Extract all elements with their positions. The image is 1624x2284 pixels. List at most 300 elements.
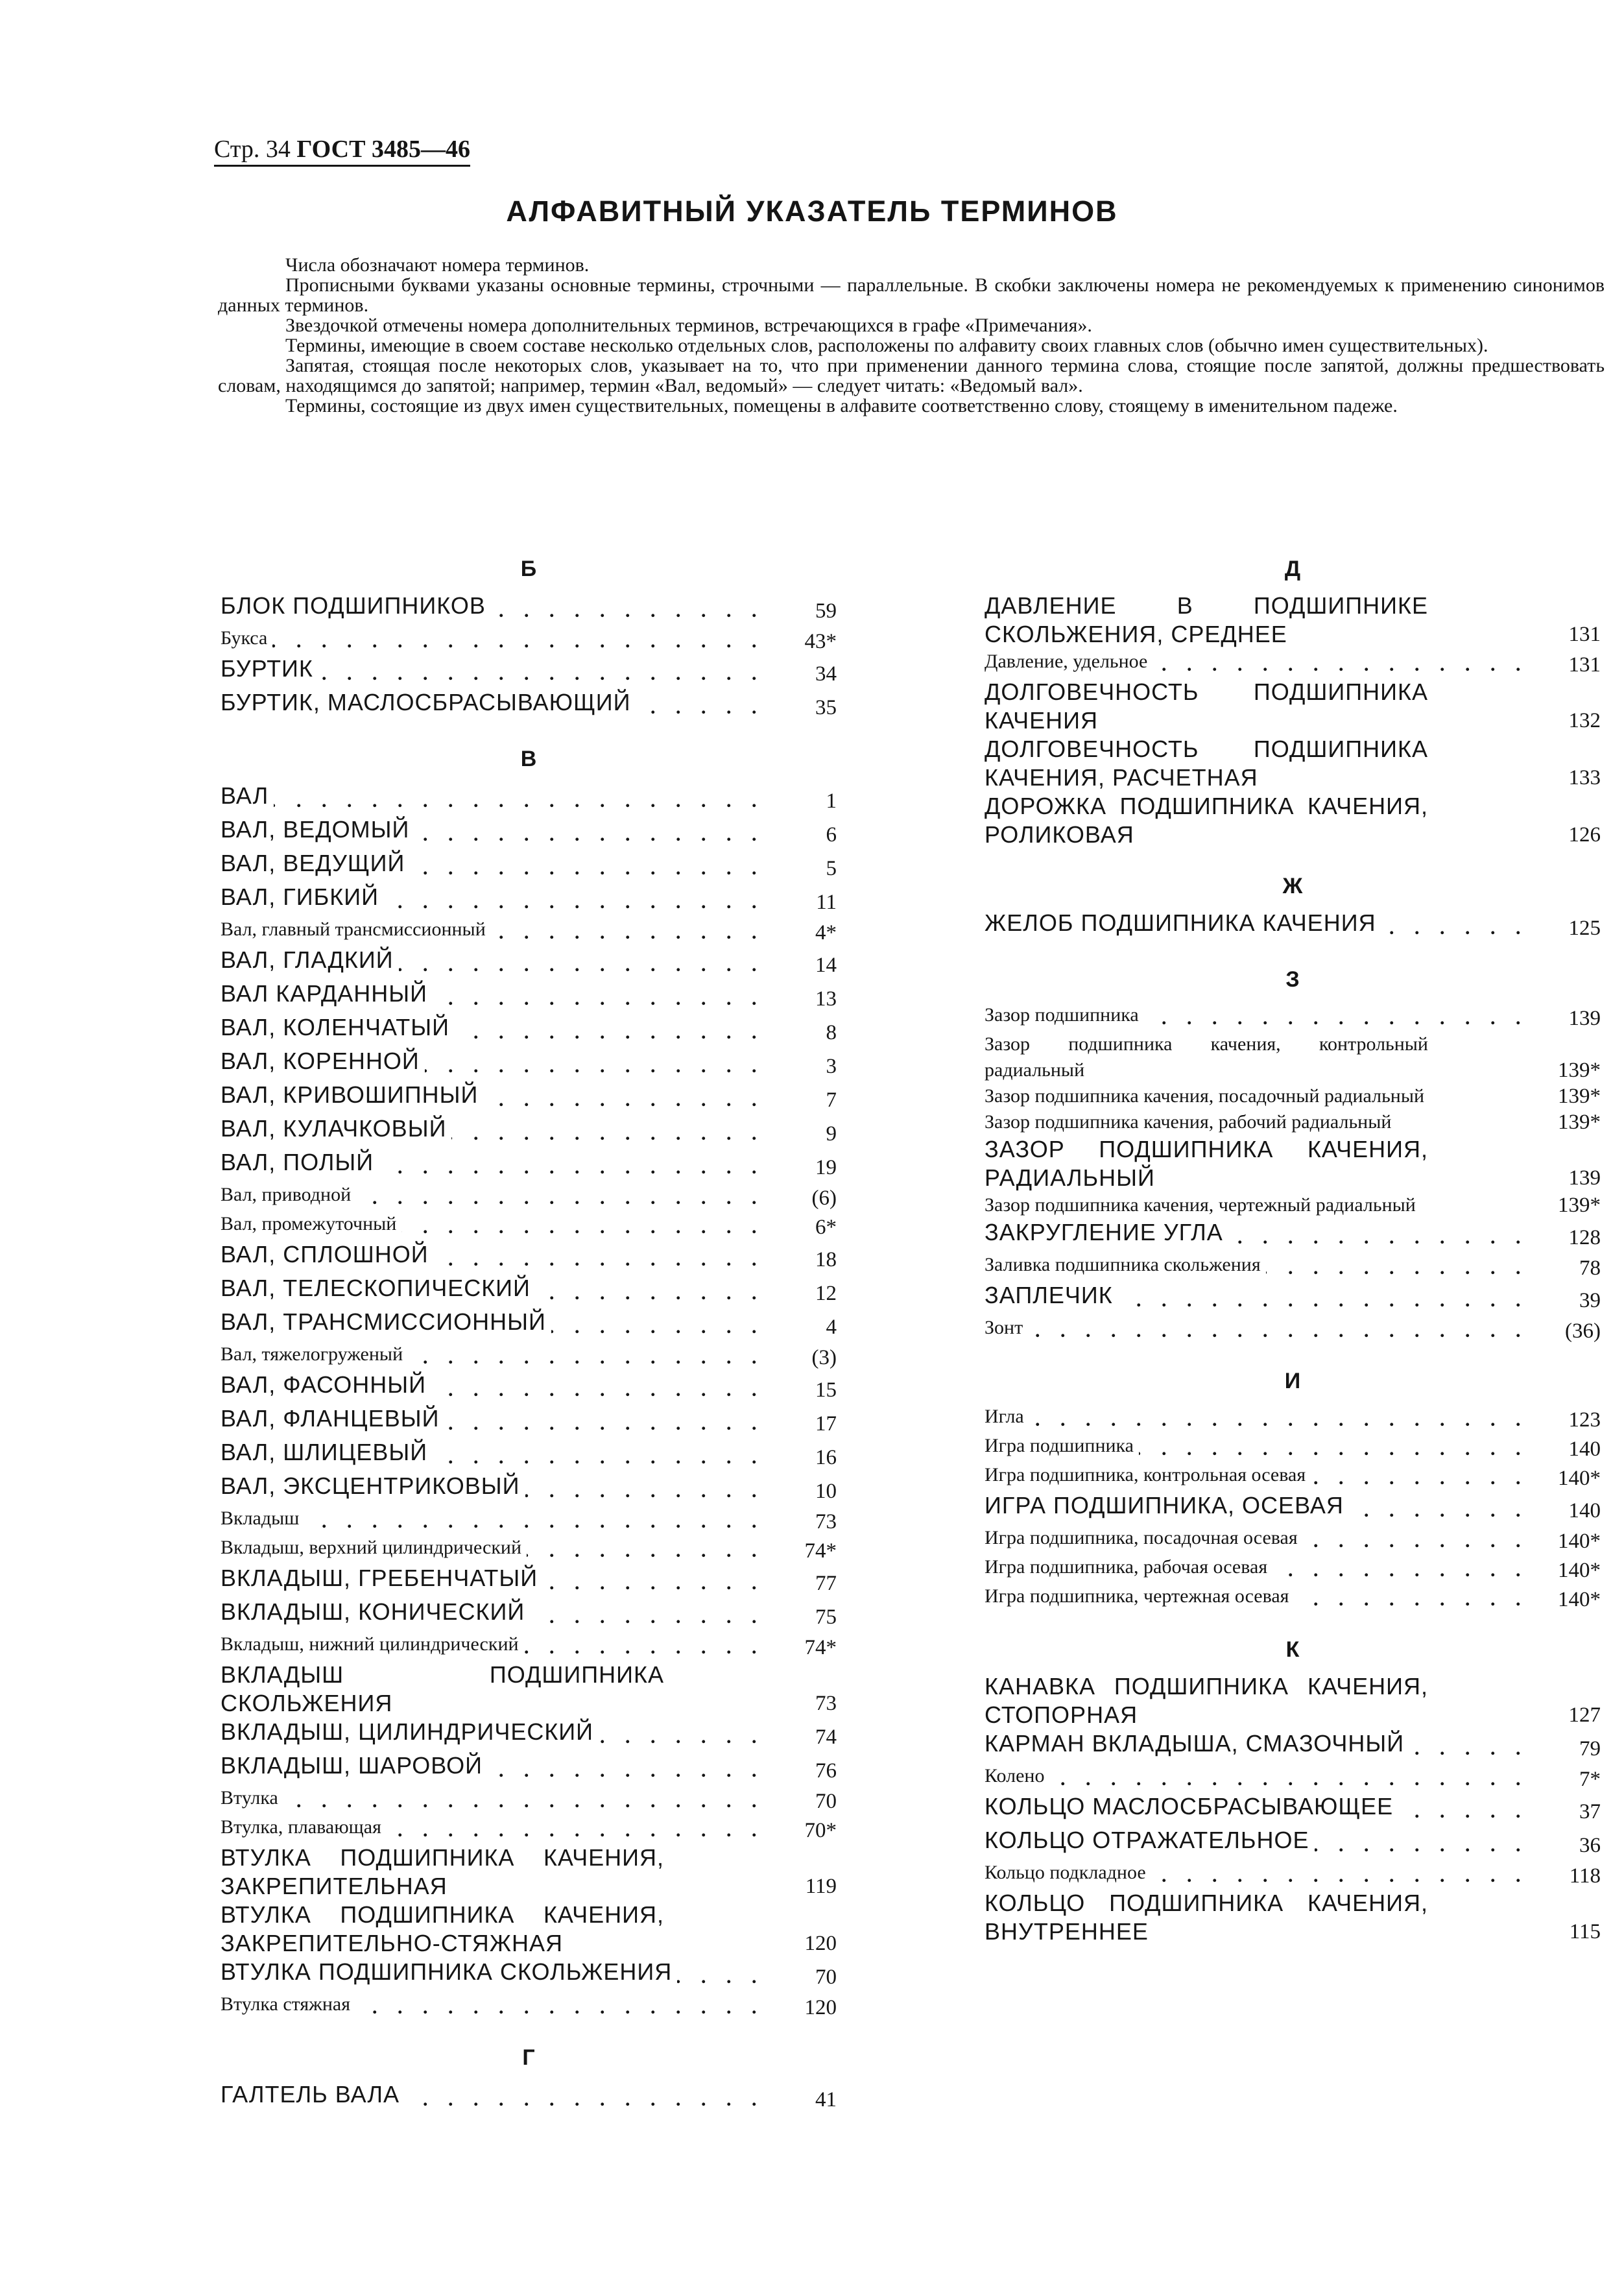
intro-text [218,255,1605,416]
entry-number: 7 [826,1088,837,1112]
entry-term: ВКЛАДЫШ ПОДШИПНИКА СКОЛЬЖЕНИЯ [221,1661,761,1718]
entry-number: 35 [815,696,837,719]
entry-number: 74 [815,1725,837,1749]
index-entry [221,917,837,946]
entry-number: 139* [1558,1111,1601,1134]
entry-number: 140* [1558,1467,1601,1490]
entry-number: 139* [1558,1194,1601,1217]
entry-term-wrapper [985,1002,1525,1031]
entry-term: ВАЛ, ЭКСЦЕНТРИКОВЫЙ [221,1473,525,1499]
index-entry [221,849,837,883]
index-entry [221,946,837,980]
entry-term-wrapper [221,1371,761,1404]
entry-term: Вал, главный трансмиссионный [221,919,491,940]
entry-term-wrapper [221,1751,761,1785]
entry-term: ВАЛ, КОЛЕНЧАТЫЙ [221,1014,455,1040]
entry-term: ДОЛГОВЕЧНОСТЬ ПОДШИПНИКА КАЧЕНИЯ [985,678,1525,735]
index-entry [985,909,1601,943]
entry-term: БЛОК ПОДШИПНИКОВ [221,592,491,619]
entry-number: 73 [815,1692,837,1715]
index-entry [221,1240,837,1274]
entry-term: ВАЛ, ВЕДОМЫЙ [221,816,414,843]
entry-term-wrapper [985,1860,1525,1889]
index-entry [221,980,837,1013]
index-entry [985,1672,1601,1729]
entry-term: Зазор подшипника качения, посадочный радиальный [985,1083,1525,1109]
entry-number: 6 [826,823,837,847]
entry-term-wrapper [985,1404,1525,1433]
entry-term-wrapper [985,1826,1525,1860]
entry-term-wrapper [985,1218,1525,1252]
entry-number: 10 [815,1480,837,1503]
index-entry [985,1763,1601,1792]
entry-term: ДОЛГОВЕЧНОСТЬ ПОДШИПНИКА КАЧЕНИЯ, РАСЧЕТНАЯ [985,735,1525,792]
entry-term-wrapper [985,1281,1525,1315]
index-entry [221,1182,837,1211]
entry-term-wrapper [221,625,761,655]
entry-term-wrapper [221,1047,761,1081]
index-entry [221,1404,837,1438]
entry-term-wrapper [221,592,761,625]
entry-term: Вал, тяжелогруженый [221,1343,408,1365]
index-entry [221,1148,837,1182]
entry-number: 115 [1569,1920,1601,1943]
index-entry [985,1729,1601,1763]
entry-term-wrapper [985,735,1525,792]
index-entry [221,1958,837,1991]
index-section [221,2035,837,2114]
entry-term: ВАЛ, ГЛАДКИЙ [221,946,399,973]
entry-term: ДАВЛЕНИЕ В ПОДШИПНИКЕ СКОЛЬЖЕНИЯ, СРЕДНЕЕ [985,592,1525,649]
entry-term-wrapper [985,1583,1525,1613]
entry-term-wrapper [221,815,761,849]
index-entry [985,1433,1601,1462]
entry-term-wrapper [221,1661,761,1718]
entry-number: 140* [1558,1559,1601,1582]
entry-term: Букса [221,627,272,649]
entry-term: Игра подшипника, рабочая осевая [985,1556,1272,1578]
entry-number: 12 [815,1282,837,1305]
entry-term-wrapper [221,1718,761,1751]
section-letter: Д [1284,557,1301,581]
entry-number: 128 [1568,1226,1601,1249]
section-letter: К [1285,1637,1300,1662]
entry-term-wrapper [985,592,1525,649]
entry-term-wrapper [985,1729,1525,1763]
entry-term: Игла [985,1406,1029,1427]
entry-term-wrapper [985,1763,1525,1792]
index-section [985,1358,1601,1613]
entry-number: 74* [804,1636,837,1659]
index-entry [221,883,837,917]
entry-term: ВАЛ, ШЛИЦЕВЫЙ [221,1439,433,1465]
entry-term-wrapper [221,1013,761,1047]
index-entry [985,1315,1601,1344]
index-section [221,736,837,2021]
entry-term: ВКЛАДЫШ, ШАРОВОЙ [221,1752,488,1779]
entry-term: БУРТИК, МАСЛОСБРАСЫВАЮЩИЙ [221,689,636,715]
entry-number: 39 [1579,1289,1601,1312]
entry-term: Игра подшипника, посадочная осевая [985,1527,1303,1548]
entry-term: Вал, приводной [221,1184,356,1205]
index-entry [221,1308,837,1341]
entry-term-wrapper [221,1182,761,1211]
entry-term: Давление, удельное [985,651,1152,672]
index-entry [221,1751,837,1785]
entry-number: 43* [804,630,837,653]
index-entry [985,1135,1601,1192]
entry-term-wrapper [221,849,761,883]
entry-number: 140 [1568,1437,1601,1461]
entry-number: 15 [815,1378,837,1402]
index-entry [985,1404,1601,1433]
entry-term-wrapper [221,1535,761,1564]
intro-paragraph: Числа обозначают номера терминов. [285,254,590,276]
entry-term-wrapper [985,792,1525,849]
entry-term: Игра подшипника [985,1435,1139,1456]
index-entry [985,1083,1601,1109]
entry-number: 73 [815,1510,837,1533]
entry-number: 119 [805,1875,837,1898]
index-entry [221,1535,837,1564]
entry-term-wrapper [221,2080,761,2114]
entry-term: ВКЛАДЫШ, КОНИЧЕСКИЙ [221,1598,530,1625]
entry-term-wrapper [221,1404,761,1438]
entry-term: ВКЛАДЫШ, ЦИЛИНДРИЧЕСКИЙ [221,1718,599,1745]
entry-number: 133 [1568,766,1601,789]
entry-term: ВАЛ, ГИБКИЙ [221,884,384,910]
entry-term-wrapper [985,649,1525,678]
entry-number: 4* [815,921,837,944]
entry-term: ВАЛ, СПЛОШНОЙ [221,1241,434,1268]
entry-term: Зазор подшипника качения, контрольный радиальный [985,1031,1525,1083]
entry-term-wrapper [221,655,761,688]
entry-number: 140 [1568,1499,1601,1522]
entry-number: 1 [826,789,837,813]
entry-term-wrapper [221,1814,761,1844]
index-section [985,957,1601,1344]
section-letter: З [1285,967,1300,992]
entry-number: 120 [804,1932,837,1955]
entry-number: 16 [815,1446,837,1469]
entry-term: Вал, промежуточный [221,1213,401,1234]
entry-number: 139 [1568,1166,1601,1190]
entry-term: ВТУЛКА ПОДШИПНИКА СКОЛЬЖЕНИЯ [221,1958,677,1985]
entry-number: 78 [1579,1256,1601,1280]
entry-term-wrapper [985,1889,1525,1946]
index-entry [221,815,837,849]
intro-paragraph: Термины, состоящие из двух имен существительных, помещены в алфавите соответственно слову, стоящему в именительном падеже. [285,395,1398,416]
index-column-right [985,546,1601,1946]
index-entry [221,688,837,722]
entry-number: 7* [1579,1768,1601,1791]
entry-number: 76 [815,1759,837,1783]
index-entry [221,1438,837,1472]
index-entry [985,1491,1601,1525]
entry-number: 74* [804,1539,837,1563]
entry-term: ВАЛ КАРДАННЫЙ [221,980,433,1007]
entry-number: 131 [1568,623,1601,646]
entry-term-wrapper [221,688,761,722]
entry-number: 8 [826,1021,837,1044]
standard-number: 3485—46 [371,136,470,163]
entry-number: 41 [815,2088,837,2111]
entry-term: БУРТИК [221,655,318,682]
index-entry [985,1218,1601,1252]
entry-term-wrapper [221,1240,761,1274]
entry-term-wrapper [221,1991,761,2021]
section-letter: Г [522,2045,535,2070]
index-entry [985,592,1601,649]
entry-number: (36) [1565,1319,1601,1343]
entry-term: ВТУЛКА ПОДШИПНИКА КАЧЕНИЯ, ЗАКРЕПИТЕЛЬНАЯ [221,1844,761,1901]
entry-term: ВТУЛКА ПОДШИПНИКА КАЧЕНИЯ, ЗАКРЕПИТЕЛЬНО-СТЯЖНАЯ [221,1901,761,1958]
entry-number: 126 [1568,823,1601,847]
entry-term: Зонт [985,1317,1028,1338]
entry-number: 70 [815,1965,837,1989]
entry-term-wrapper [985,1031,1525,1083]
entry-term: Втулка стяжная [221,1993,355,2015]
entry-term: Зазор подшипника качения, рабочий радиальный [985,1109,1525,1135]
entry-term: ЗАПЛЕЧИК [985,1282,1118,1308]
entry-term: Колено [985,1765,1049,1786]
index-entry [221,1718,837,1751]
index-entry [221,1844,837,1901]
entry-term: Втулка, плавающая [221,1816,387,1838]
entry-term: ВАЛ, КОРЕННОЙ [221,1048,425,1074]
entry-term: ВАЛ, КУЛАЧКОВЫЙ [221,1115,451,1142]
entry-term: Зазор подшипника качения, чертежный радиальный [985,1192,1525,1218]
index-entry [221,655,837,688]
entry-number: 14 [815,954,837,977]
index-entry [221,592,837,625]
entry-term: ВАЛ [221,782,274,809]
entry-number: 132 [1568,709,1601,732]
entry-term-wrapper [221,1341,761,1371]
entry-number: 127 [1568,1703,1601,1727]
index-entry [221,1506,837,1535]
entry-term-wrapper [221,917,761,946]
page-title: АЛФАВИТНЫЙ УКАЗАТЕЛЬ ТЕРМИНОВ [506,195,1118,228]
index-entry [221,1661,837,1718]
entry-term-wrapper [985,1315,1525,1344]
index-entry [221,1598,837,1631]
entry-number: 36 [1579,1834,1601,1857]
entry-term: ВАЛ, ФАСОННЫЙ [221,1371,431,1398]
entry-number: 19 [815,1156,837,1179]
entry-number: 17 [815,1412,837,1436]
entry-term-wrapper [221,1148,761,1182]
entry-number: 118 [1569,1864,1601,1888]
intro-paragraph: Звездочкой отмечены номера дополнительных терминов, встречающихся в графе «Примечания». [285,315,1092,336]
index-entry [985,1281,1601,1315]
entry-term: Игра подшипника, контрольная осевая [985,1464,1311,1485]
entry-term-wrapper [985,1083,1525,1109]
section-letter: В [520,747,537,771]
entry-term-wrapper [221,1564,761,1598]
index-entry [221,782,837,815]
entry-term-wrapper [221,1785,761,1814]
index-entry [985,1002,1601,1031]
entry-term-wrapper [221,1506,761,1535]
entry-number: 6* [815,1216,837,1239]
entry-term: КАНАВКА ПОДШИПНИКА КАЧЕНИЯ, СТОПОРНАЯ [985,1672,1525,1729]
entry-number: 140* [1558,1588,1601,1611]
index-entry [985,1860,1601,1889]
entry-term: ДОРОЖКА ПОДШИПНИКА КАЧЕНИЯ, РОЛИКОВАЯ [985,792,1525,849]
entry-term-wrapper [221,1308,761,1341]
index-entry [221,1472,837,1506]
index-entry [221,1047,837,1081]
entry-number: 77 [815,1572,837,1595]
entry-term: Втулка [221,1787,283,1809]
entry-term: КАРМАН ВКЛАДЫША, СМАЗОЧНЫЙ [985,1730,1409,1757]
entry-term: Вкладыш [221,1508,304,1529]
entry-number: 37 [1579,1800,1601,1823]
index-entry [985,1792,1601,1826]
section-letter: Б [520,557,537,581]
index-entry [985,1583,1601,1613]
entry-term: ЖЕЛОБ ПОДШИПНИКА КАЧЕНИЯ [985,909,1381,936]
entry-number: 75 [815,1605,837,1629]
entry-term-wrapper [985,909,1525,943]
entry-number: 9 [826,1122,837,1146]
entry-term-wrapper [221,980,761,1013]
page-number: Стр. 34 [214,136,291,163]
index-entry [221,1114,837,1148]
entry-number: 3 [826,1055,837,1078]
entry-term-wrapper [221,1598,761,1631]
index-entry [985,1109,1601,1135]
entry-number: 13 [815,987,837,1011]
section-letter: Ж [1282,874,1303,898]
entry-term: ГАЛТЕЛЬ ВАЛА [221,2081,405,2108]
page-header [214,135,470,167]
entry-number: 123 [1568,1408,1601,1432]
entry-term-wrapper [985,1462,1525,1491]
index-entry [985,1525,1601,1554]
index-entry [985,1462,1601,1491]
entry-term: КОЛЬЦО ПОДШИПНИКА КАЧЕНИЯ, ВНУТРЕННЕЕ [985,1889,1525,1946]
entry-number: (6) [811,1186,837,1210]
entry-term-wrapper [221,883,761,917]
entry-term: ЗАЗОР ПОДШИПНИКА КАЧЕНИЯ, РАДИАЛЬНЫЙ [985,1135,1525,1192]
index-entry [221,1013,837,1047]
entry-term: ВАЛ, КРИВОШИПНЫЙ [221,1081,483,1108]
entry-term-wrapper [221,1631,761,1661]
entry-term-wrapper [985,1192,1525,1218]
index-entry [221,1991,837,2021]
index-entry [221,1341,837,1371]
index-entry [221,2080,837,2114]
entry-term-wrapper [985,1672,1525,1729]
entry-number: 79 [1579,1737,1601,1761]
index-section [985,546,1601,849]
index-entry [221,1631,837,1661]
index-entry [221,1274,837,1308]
index-entry [985,649,1601,678]
entry-number: 70 [815,1790,837,1813]
entry-term-wrapper [221,1211,761,1240]
entry-term-wrapper [221,782,761,815]
entry-term-wrapper [221,1901,761,1958]
entry-term-wrapper [221,1438,761,1472]
entry-number: 131 [1568,653,1601,677]
entry-term: КОЛЬЦО ОТРАЖАТЕЛЬНОЕ [985,1827,1315,1853]
entry-term: КОЛЬЦО МАСЛОСБРАСЫВАЮЩЕЕ [985,1793,1398,1820]
section-letter: И [1284,1369,1301,1393]
entry-term-wrapper [221,1472,761,1506]
entry-term-wrapper [985,1109,1525,1135]
entry-term-wrapper [985,678,1525,735]
index-entry [221,1785,837,1814]
index-entry [985,735,1601,792]
entry-number: 59 [815,599,837,623]
entry-term-wrapper [985,1554,1525,1583]
entry-term: ВАЛ, ТРАНСМИССИОННЫЙ [221,1308,551,1335]
entry-number: 139* [1558,1085,1601,1108]
entry-term-wrapper [985,1491,1525,1525]
entry-term: Вкладыш, верхний цилиндрический [221,1537,527,1558]
entry-term-wrapper [985,1792,1525,1826]
index-entry [221,625,837,655]
index-entry [985,1031,1601,1083]
entry-term-wrapper [221,1958,761,1991]
entry-term-wrapper [985,1433,1525,1462]
entry-number: 34 [815,662,837,686]
entry-number: 4 [826,1316,837,1339]
index-section [985,1627,1601,1946]
index-entry [985,1889,1601,1946]
entry-term: Заливка подшипника скольжения [985,1254,1266,1275]
intro-paragraph: Термины, имеющие в своем составе несколько отдельных слов, расположены по алфавиту своих главных слов (обычно имен существительных). [285,335,1488,356]
index-entry [221,1211,837,1240]
entry-term: ВАЛ, ФЛАНЦЕВЫЙ [221,1405,444,1432]
entry-number: (3) [811,1346,837,1369]
standard-label: ГОСТ [296,136,366,163]
entry-term: ВАЛ, ПОЛЫЙ [221,1149,379,1175]
entry-number: 139* [1558,1059,1601,1082]
entry-number: 18 [815,1248,837,1271]
index-section [985,863,1601,943]
intro-paragraph: Прописными буквами указаны основные термины, строчными — параллельные. В скобки заключены номера не рекомендуемых к применению синонимов данных терминов. [218,274,1605,316]
entry-term: ИГРА ПОДШИПНИКА, ОСЕВАЯ [985,1492,1349,1519]
entry-term-wrapper [221,946,761,980]
index-entry [221,1564,837,1598]
entry-number: 120 [804,1996,837,2019]
entry-term: ВКЛАДЫШ, ГРЕБЕНЧАТЫЙ [221,1565,543,1591]
entry-term: Зазор подшипника [985,1004,1144,1026]
index-entry [985,1252,1601,1281]
index-section [221,546,837,722]
entry-term: Кольцо подкладное [985,1862,1151,1883]
entry-term: Вкладыш, нижний цилиндрический [221,1633,524,1655]
index-entry [221,1901,837,1958]
entry-number: 125 [1568,917,1601,940]
index-entry [221,1371,837,1404]
entry-number: 5 [826,857,837,880]
intro-paragraph: Запятая, стоящая после некоторых слов, указывает на то, что при применении данного термина слова, стоящие после запятой, должны предшествовать словам, находящимся до запятой; например, термин «Вал, ведомый» — следует читать: «Ведомый вал». [218,355,1605,396]
entry-term-wrapper [221,1114,761,1148]
index-entry [221,1814,837,1844]
entry-term-wrapper [221,1274,761,1308]
index-entry [985,1554,1601,1583]
entry-number: 70* [804,1819,837,1842]
entry-number: 139 [1568,1007,1601,1030]
entry-term: ЗАКРУГЛЕНИЕ УГЛА [985,1219,1228,1245]
index-entry [985,1192,1601,1218]
entry-term-wrapper [221,1844,761,1901]
